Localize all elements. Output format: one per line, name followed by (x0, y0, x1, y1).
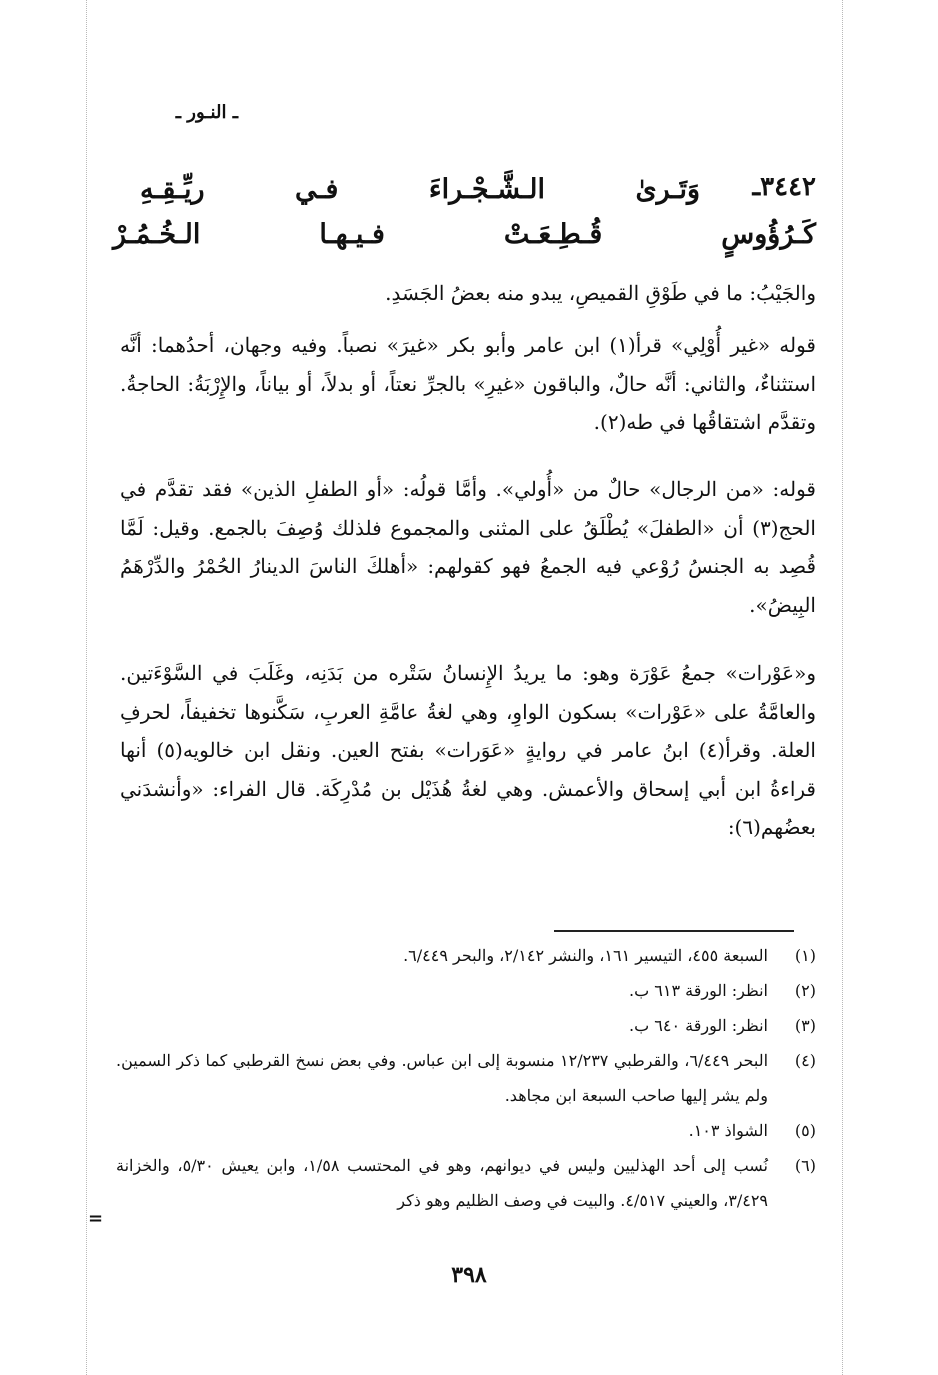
margin-guide-left (86, 0, 87, 1375)
paragraph-text: قوله «غير أُوْلِي» قرأ(١) ابن عامر وأبو بكر «غيرَ» نصباً. وفيه وجهان، أحدُهما: أنَّه استثناءٌ، والثاني: أنَّه حالٌ، والباقون «غيرِ» بالجرِّ نعتاً، أو بدلاً، أو بياناً، والإِرْبَةُ: الحاجةُ. وتقدَّم اشتقاقُها في طه(٢). (120, 333, 816, 434)
footnote-text: نُسب إلى أحد الهذليين وليس في ديوانهم، وهو في المحتسب ١/٥٨، وابن يعيش ٥/٣٠، والخزانة ٣/٤٢٩، والعيني ٤/٥١٧. والبيت في وصف الظليم وهو ذكر (116, 1156, 769, 1210)
paragraph-min-al-rijal (120, 470, 816, 624)
paragraph-text: والجَيْبُ: ما في طَوْقِ القميصِ، يبدو منه بعضُ الجَسَدِ. (385, 281, 816, 305)
footnote-text: الشواذ ١٠٣. (688, 1121, 768, 1140)
footnote-text: انظر: الورقة ٦٤٠ ب. (629, 1016, 768, 1035)
footnote-text: انظر: الورقة ٦١٣ ب. (629, 981, 768, 1000)
footnote (116, 1008, 816, 1043)
running-title: ـ النـور ـ (175, 102, 238, 123)
footnote-separator (554, 930, 794, 932)
footnote-number: (٢) (794, 981, 816, 1000)
page-number: ٣٩٨ (451, 1262, 487, 1288)
footnote-number: (٤) (794, 1051, 816, 1070)
paragraph-text: و«عَوْرات» جمعُ عَوْرَة وهو: ما يريدُ الإِنسانُ سَتْره من بَدَنِه، وغَلَبَ في السَّوْءَتين. والعامَّةُ على «عَوْرات» بسكون الواوِ، وهي لغةُ عامَّةِ العربِ، سَكَّنوها تخفيفاً، لحرفِ العلة. وقرأ(٤) ابنُ عامر في روايةٍ «عَوَرات» بفتح العين. ونقل ابن خالويه(٥) أنها قراءةُ ابن أبي إسحاق والأعمش. وهي لغةُ هُذَيْل بن مُدْرِكَة. قال الفراء: «وأنشدَني بعضُهم(٦): (120, 661, 816, 839)
verse-line-first: وَتَـرىٰ الـشَّـجْـراءَ فـي ريِّـقِـهِ (140, 174, 700, 205)
margin-guide-right (842, 0, 843, 1375)
footnote-number: (٣) (794, 1016, 816, 1035)
verse-number: ٣٤٤٢ـ (752, 172, 816, 202)
paragraph-definition (120, 274, 816, 313)
verse-line-second: كَـرُؤُوسٍ قُـطِـعَـتْ فـيـهـا الـخُـمُـرْ (113, 219, 816, 250)
paragraph-text: قوله: «من الرجال» حالٌ من «أُولي». وأمَّا قولُه: «أو الطفلِ الذين» فقد تقدَّم في الحج(٣) أن «الطفلَ» يُطْلَقُ على المثنى والمجموع فلذلك وُصِفَ بالجمع. وقيل: لَمَّا قُصِد به الجنسُ رُوْعي فيه الجمعُ فهو كقولهم: «أهلكَ الناسَ الدينارُ الحُمْرُ والدِّرْهَمُ البِيضُ». (120, 477, 816, 617)
paragraph-reading-ghayr (120, 326, 816, 442)
footnote-number: (١) (794, 946, 816, 965)
footnote-text: السبعة ٤٥٥، التيسير ١٦١، والنشر ٢/١٤٢، والبحر ٦/٤٤٩. (403, 946, 768, 965)
footnotes (116, 938, 816, 1218)
footnote-number: (٦) (794, 1156, 816, 1175)
footnote (116, 1148, 816, 1218)
continuation-mark: = (88, 1208, 104, 1229)
footnote (116, 938, 816, 973)
footnote (116, 973, 816, 1008)
footnote-number: (٥) (794, 1121, 816, 1140)
footnote-text: البحر ٦/٤٤٩، والقرطبي ١٢/٢٣٧ منسوبة إلى ابن عباس. وفي بعض نسخ القرطبي كما ذكر السمين. ولم يشر إليها صاحب السبعة ابن مجاهد. (116, 1051, 769, 1105)
footnote (116, 1113, 816, 1148)
paragraph-awrat (120, 654, 816, 847)
footnote (116, 1043, 816, 1113)
